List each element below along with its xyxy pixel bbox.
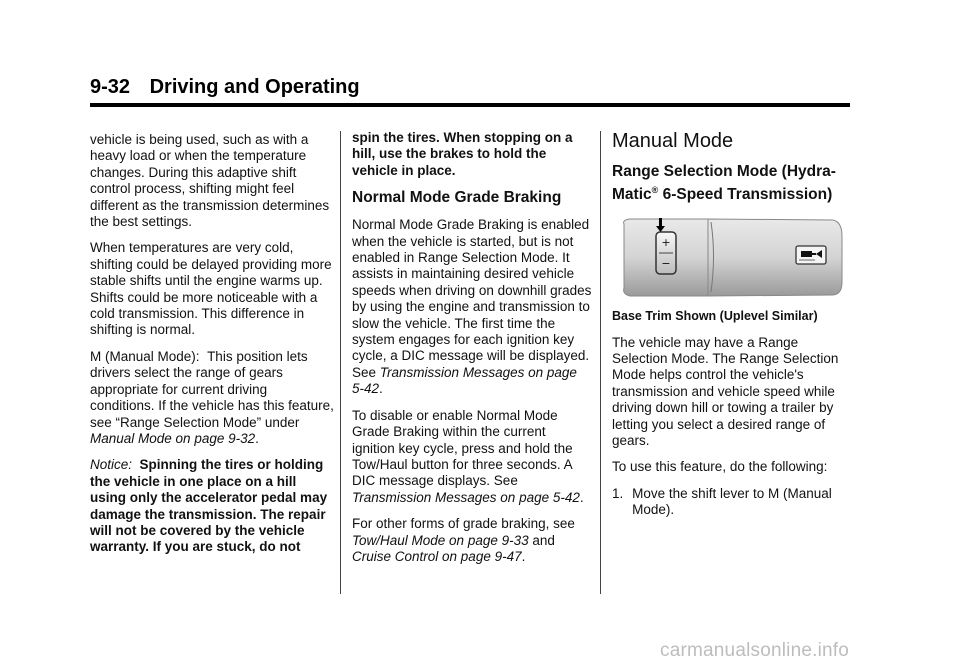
notice-label: Notice:	[90, 457, 133, 473]
shift-lever-figure	[618, 216, 843, 298]
figure-caption: Base Trim Shown (Uplevel Similar)	[612, 309, 818, 324]
column-divider-2	[600, 131, 601, 594]
watermark: carmanualsonline.info	[660, 640, 850, 661]
notice-continued: spin the tires. When stopping on a hill, use the brakes to hold the vehicle in place.	[352, 130, 573, 178]
transmission-messages-link[interactable]: Transmission Messages on page 5-42	[352, 489, 580, 505]
transmission-messages-link[interactable]: Transmission Messages on page 5-42	[352, 364, 577, 397]
section-heading: Normal Mode Grade Braking	[352, 189, 562, 207]
svg-text:+: +	[661, 236, 671, 250]
manual-mode-label: M (Manual Mode):	[90, 348, 200, 364]
list-text: Move the shift lever to M (Manual Mode).	[632, 485, 832, 518]
cruise-control-link[interactable]: Cruise Control on page 9-47	[352, 548, 522, 564]
paragraph: vehicle is being used, such as with a heavy load or when the temperature changes. During this adaptive shift control process, shifting might feel different as the transmission determines the best settings.	[90, 132, 330, 230]
page-header	[90, 76, 360, 99]
section-title: Manual Mode	[612, 130, 734, 152]
chapter-title: Driving and Operating	[149, 76, 360, 98]
notice-paragraph: Notice: Spinning the tires or holding the vehicle in one place on a hill using only the accelerator pedal may damage the transmission. The repair will not be covered by the vehicle warranty. If you are stuck, do not	[90, 457, 328, 555]
paragraph: To use this feature, do the following:	[612, 459, 828, 475]
svg-text:−: −	[661, 257, 671, 271]
list-item	[612, 486, 857, 519]
paragraph: For other forms of grade braking, see Tow/Haul Mode on page 9-33 and Cruise Control on page 9-47.	[352, 516, 575, 564]
list-number: 1.	[612, 485, 624, 501]
tow-haul-link[interactable]: Tow/Haul Mode on page 9-33	[352, 532, 529, 548]
paragraph: Normal Mode Grade Braking is enabled when the vehicle is started, but is not enabled in Range Selection Mode. It assists in maintaining desired vehicle speeds when driving on downhill grades by using the engine and transmission to slow the vehicle. The first time the system engages for each ignition key cycle, a DIC message will be displayed. See Transmission Messages on page 5-42.	[352, 217, 592, 397]
manual-mode-paragraph: M (Manual Mode): This position lets drivers select the range of gears appropriate for current driving conditions. If the vehicle has this feature, see “Range Selection Mode” under Manual Mode on page 9-32.	[90, 348, 334, 446]
manual-mode-link[interactable]: Manual Mode on page 9-32	[90, 430, 256, 446]
paragraph: When temperatures are very cold, shifting could be delayed providing more stable shifts until the engine warms up. Shifts could be more noticeable with a cold transmission. This difference in shifting is normal.	[90, 240, 332, 338]
column-2	[352, 130, 592, 575]
shift-lever-illustration	[618, 216, 843, 298]
page-number: 9-32	[90, 76, 131, 98]
paragraph: The vehicle may have a Range Selection Mode. The Range Selection Mode helps control the vehicle's transmission and vehicle speed while driving down hill or towing a trailer by letting you select a desired range of gears.	[612, 334, 839, 448]
column-3	[612, 130, 857, 519]
paragraph: To disable or enable Normal Mode Grade Braking within the current ignition key cycle, press and hold the Tow/Haul button for three seconds. A DIC message displays. See Transmission Messages on page 5-42.	[352, 407, 584, 505]
subsection-heading: Range Selection Mode (Hydra-Matic® 6-Speed Transmission)	[612, 163, 836, 204]
header-rule	[90, 103, 850, 107]
column-divider-1	[340, 131, 341, 594]
column-1	[90, 132, 335, 566]
